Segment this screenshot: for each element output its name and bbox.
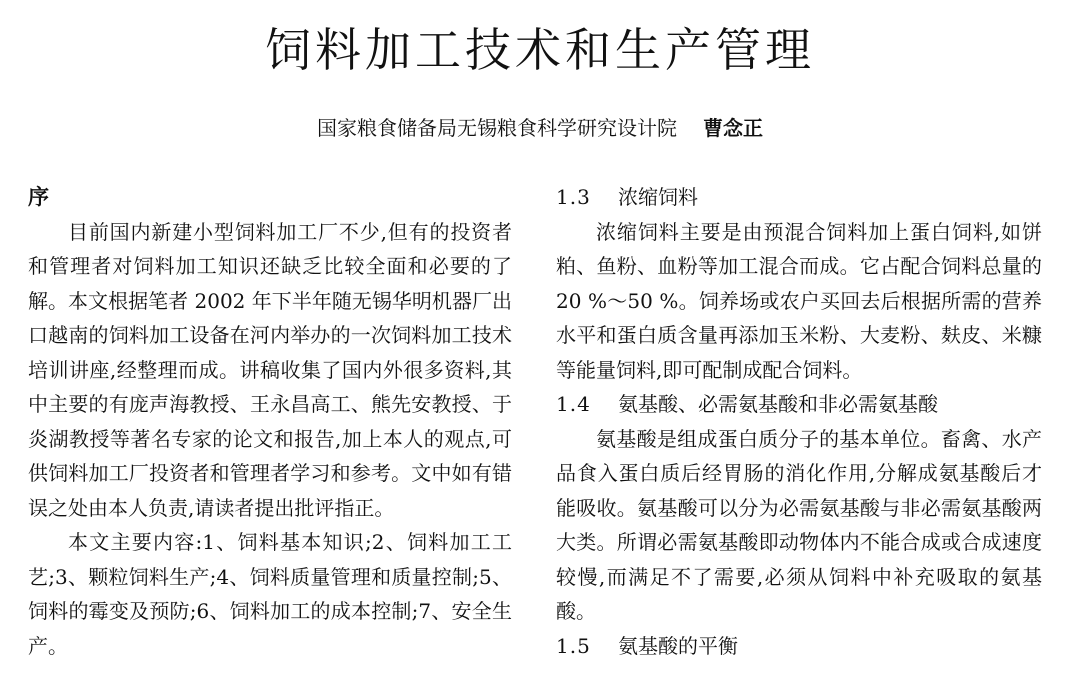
section-title: 氨基酸、必需氨基酸和非必需氨基酸 — [618, 392, 938, 416]
preface-paragraph-2: 本文主要内容:1、饲料基本知识;2、饲料加工工艺;3、颗粒饲料生产;4、饲料质量管理和质量控制;5、饲料的霉变及预防;6、饲料加工的成本控制;7、安全生产。 — [28, 530, 512, 658]
byline — [0, 114, 1080, 142]
institution: 国家粮食储备局无锡粮食科学研究设计院 — [317, 116, 677, 140]
author-name: 曹念正 — [703, 116, 763, 140]
section-title: 浓缩饲料 — [618, 185, 698, 209]
section-body-1-4: 氨基酸是组成蛋白质分子的基本单位。畜禽、水产品食入蛋白质后经胃肠的消化作用,分解成氨基酸后才能吸收。氨基酸可以分为必需氨基酸与非必需氨基酸两大类。所谓必需氨基酸即动物体内不能合成或合成速度较慢,而满足不了需要,必须从饲料中补充吸取的氨基酸。 — [556, 426, 1042, 623]
section-heading-1-5 — [556, 629, 1042, 664]
right-column — [556, 180, 1042, 663]
section-number: 1.3 — [556, 185, 591, 209]
preface-paragraph-1: 目前国内新建小型饲料加工厂不少,但有的投资者和管理者对饲料加工知识还缺乏比较全面和必要的了解。本文根据笔者 2002 年下半年随无锡华明机器厂出口越南的饲料加工设备在河内举办的一次饲料加工技术培训讲座,经整理而成。讲稿收集了国内外很多资料,其中主要的有庞声海教授、王永昌高工、熊先安教授、于炎湖教授等著名专家的论文和报告,加上本人的观点,可供饲料加工厂投资者和管理者学习和参考。文中如有错误之处由本人负责,请读者提出批评指正。 — [28, 219, 512, 520]
left-column — [28, 180, 512, 663]
section-heading-1-3 — [556, 180, 1042, 215]
section-body-1-3: 浓缩饲料主要是由预混合饲料加上蛋白饲料,如饼粕、鱼粉、血粉等加工混合而成。它占配合饲料总量的 20 %～50 %。饲养场或农户买回去后根据所需的营养水平和蛋白质含量再添加玉米粉、大麦粉、麸皮、米糠等能量饲料,即可配制成配合饲料。 — [556, 219, 1042, 382]
preface-heading: 序 — [28, 184, 49, 209]
section-number: 1.5 — [556, 633, 591, 658]
section-title: 氨基酸的平衡 — [618, 633, 738, 658]
article-title: 饲料加工技术和生产管理 — [265, 23, 815, 77]
section-number: 1.4 — [556, 392, 591, 416]
section-heading-1-4 — [556, 387, 1042, 422]
